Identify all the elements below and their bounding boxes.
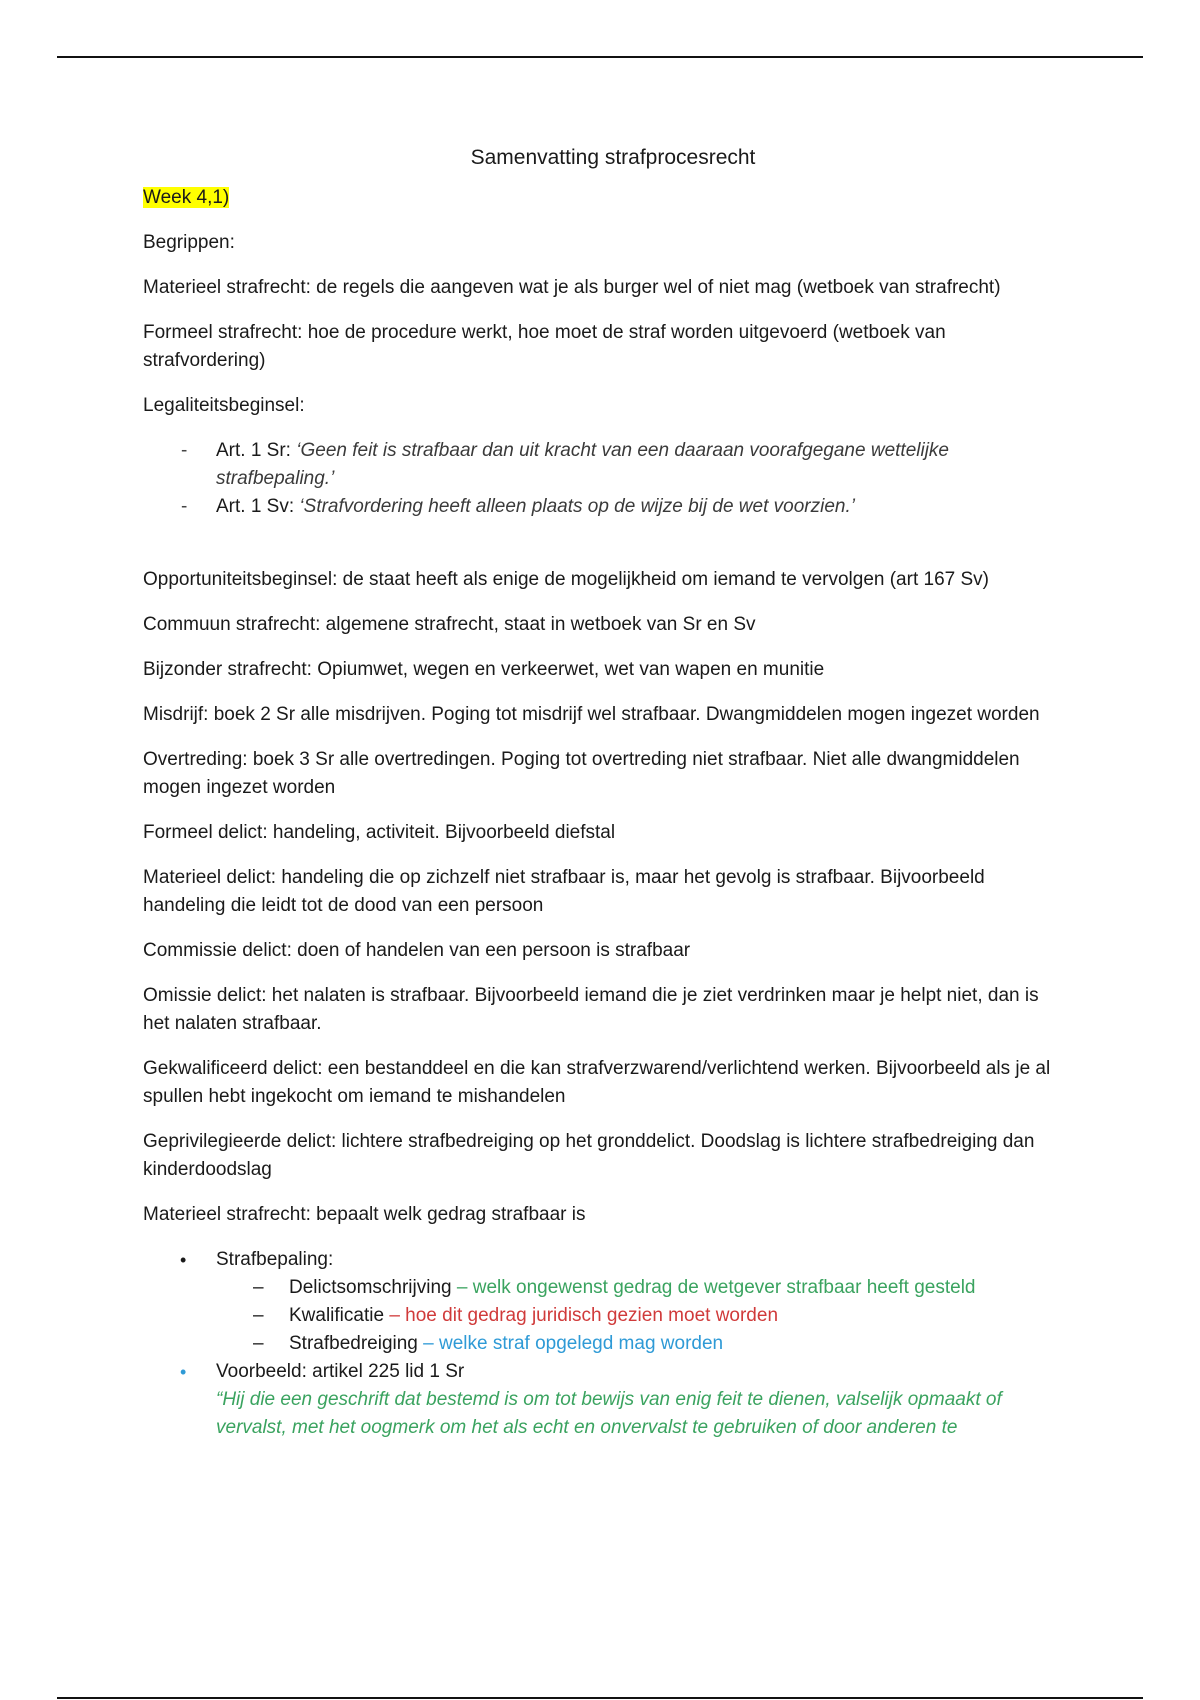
list-item: - Art. 1 Sv: ‘Strafvordering heeft alleen plaats op de wijze bij de wet voorzien.’ bbox=[143, 493, 1063, 521]
strafbepaling-list bbox=[143, 1246, 1063, 1442]
header-rule bbox=[57, 56, 1143, 58]
sub-item: – Strafbedreiging – welke straf opgelegd mag worden bbox=[216, 1330, 1063, 1358]
paragraph: Opportuniteitsbeginsel: de staat heeft als enige de mogelijkheid om iemand te vervolgen (art 167 Sv) bbox=[143, 569, 989, 590]
sub-item: – Kwalificatie – hoe dit gedrag juridisch gezien moet worden bbox=[216, 1302, 1063, 1330]
document-title: Samenvatting strafprocesrecht bbox=[470, 146, 756, 169]
strafbepaling-sublist bbox=[216, 1274, 1063, 1358]
paragraph: Materieel strafrecht: bepaalt welk gedrag strafbaar is bbox=[143, 1204, 586, 1225]
paragraph: Gekwalificeerd delict: een bestanddeel en die kan strafverzwarend/verlichtend werken. Bijvoorbeeld als je al spullen hebt ingekocht om iemand te mishandelen bbox=[143, 1058, 1051, 1107]
paragraph: Omissie delict: het nalaten is strafbaar. Bijvoorbeeld iemand die je ziet verdrinken maar je helpt niet, dan is het nalaten strafbaar. bbox=[143, 985, 1039, 1034]
list-item: • Strafbepaling: – Delictsomschrijving – welk ongewenst gedrag de wetgever strafbaar heeft gesteld – Kwalificatie – hoe dit gedrag juridisch gezien moet worden – Strafbedreiging – welke straf opgelegd mag worden bbox=[143, 1246, 1063, 1358]
paragraph: Geprivilegieerde delict: lichtere strafbedreiging op het gronddelict. Doodslag is lichtere strafbedreiging dan kinderdoodslag bbox=[143, 1131, 1035, 1180]
paragraph: Formeel delict: handeling, activiteit. Bijvoorbeeld diefstal bbox=[143, 822, 616, 843]
week-label: Week 4,1) bbox=[143, 187, 230, 208]
paragraph-materieel: Materieel strafrecht: de regels die aangeven wat je als burger wel of niet mag (wetboek van strafrecht) bbox=[143, 277, 1001, 298]
paragraph: Bijzonder strafrecht: Opiumwet, wegen en verkeerwet, wet van wapen en munitie bbox=[143, 659, 825, 680]
paragraph: Commissie delict: doen of handelen van een persoon is strafbaar bbox=[143, 940, 691, 961]
sub-item: – Delictsomschrijving – welk ongewenst gedrag de wetgever strafbaar heeft gesteld bbox=[216, 1274, 1063, 1302]
paragraph: Overtreding: boek 3 Sr alle overtredingen. Poging tot overtreding niet strafbaar. Niet alle dwangmiddelen mogen ingezet worden bbox=[143, 749, 1020, 798]
paragraph: Materieel delict: handeling die op zichzelf niet strafbaar is, maar het gevolg is strafbaar. Bijvoorbeeld handeling die leidt tot de dood van een persoon bbox=[143, 867, 985, 916]
footer-rule bbox=[57, 1697, 1143, 1699]
paragraph-formeel: Formeel strafrecht: hoe de procedure werkt, hoe moet de straf worden uitgevoerd (wetboek van strafvordering) bbox=[143, 322, 946, 371]
legaliteit-heading: Legaliteitsbeginsel: bbox=[143, 395, 305, 416]
paragraph: Commuun strafrecht: algemene strafrecht, staat in wetboek van Sr en Sv bbox=[143, 614, 756, 635]
list-item: - Art. 1 Sr: ‘Geen feit is strafbaar dan uit kracht van een daaraan voorafgegane wettelijke strafbepaling.’ bbox=[143, 437, 1063, 493]
paragraph: Misdrijf: boek 2 Sr alle misdrijven. Poging tot misdrijf wel strafbaar. Dwangmiddelen mogen ingezet worden bbox=[143, 704, 1040, 725]
legaliteit-list bbox=[143, 437, 1063, 521]
list-item: • Voorbeeld: artikel 225 lid 1 Sr “Hij die een geschrift dat bestemd is om tot bewijs van enig feit te dienen, valselijk opmaakt of vervalst, met het oogmerk om het als echt en onvervalst te gebruiken of door anderen te bbox=[143, 1358, 1063, 1442]
begrippen-heading: Begrippen: bbox=[143, 232, 235, 253]
article-quote: “Hij die een geschrift dat bestemd is om tot bewijs van enig feit te dienen, valselijk opmaakt of vervalst, met het oogmerk om het als echt en onvervalst te gebruiken of door anderen te bbox=[216, 1389, 1002, 1438]
document-body bbox=[143, 140, 1063, 1442]
